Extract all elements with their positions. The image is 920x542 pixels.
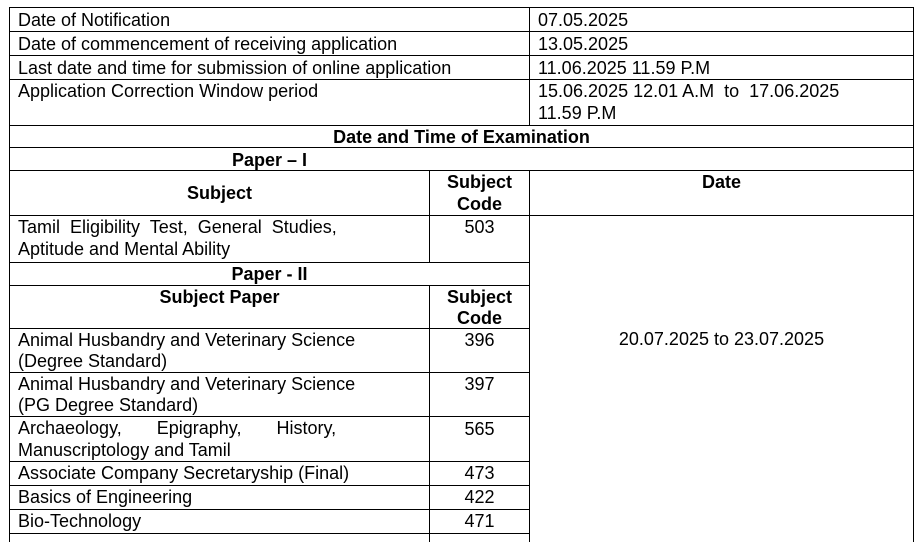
paper2-subject-header: Subject Paper: [159, 287, 280, 307]
paper2-code-header-line1: Subject: [446, 287, 512, 307]
table-row-code: 473: [464, 463, 495, 483]
table-row-subject-line1: Animal Husbandry and Veterinary Science: [18, 374, 356, 394]
table-row-subject-line2: (PG Degree Standard): [18, 395, 199, 415]
commencement-label: Date of commencement of receiving application: [18, 34, 398, 54]
table-row-code: 422: [464, 487, 495, 507]
table-row-subject-line1: Archaeology, Epigraphy, History,: [18, 418, 337, 438]
last-date-label: Last date and time for submission of online application: [18, 58, 452, 78]
exam-heading: Date and Time of Examination: [333, 127, 590, 147]
table-row-code: 396: [464, 330, 495, 350]
correction-window-value-line2: 11.59 P.M: [538, 103, 617, 123]
table-row-subject: Associate Company Secretaryship (Final): [18, 463, 350, 483]
paper2-code-header-line2: Code: [457, 308, 502, 328]
date-header: Date: [701, 172, 741, 192]
table-row-subject: Basics of Engineering: [18, 487, 193, 507]
correction-window-value-line1: 15.06.2025 12.01 A.M to 17.06.2025: [538, 81, 840, 101]
paper1-subject-line2: Aptitude and Mental Ability: [18, 239, 231, 259]
commencement-date: 13.05.2025: [538, 34, 629, 54]
paper1-code-header-line2: Code: [457, 194, 502, 214]
notification-label: Date of Notification: [18, 10, 171, 30]
correction-window-label: Application Correction Window period: [18, 81, 319, 101]
table-row-code: 397: [464, 374, 495, 394]
paper1-code: 503: [464, 217, 495, 237]
paper1-code-header-line1: Subject: [446, 172, 512, 192]
exam-date-value: 20.07.2025 to 23.07.2025: [618, 329, 825, 349]
table-row-subject-line2: Manuscriptology and Tamil: [18, 440, 231, 460]
last-date-value: 11.06.2025 11.59 P.M: [538, 58, 711, 78]
table-row-subject-line1: Animal Husbandry and Veterinary Science: [18, 330, 356, 350]
paper1-title: Paper – I: [231, 150, 308, 170]
table-row-code: 565: [464, 419, 495, 439]
paper2-title: Paper - II: [231, 264, 308, 284]
paper1-subject-line1: Tamil Eligibility Test, General Studies,: [18, 217, 337, 237]
table-row-code: 471: [464, 511, 495, 531]
notification-date: 07.05.2025: [538, 10, 629, 30]
table-row-subject-line2: (Degree Standard): [18, 351, 168, 371]
paper1-subject-header: Subject: [186, 183, 252, 203]
table-row-subject: Bio-Technology: [18, 511, 142, 531]
